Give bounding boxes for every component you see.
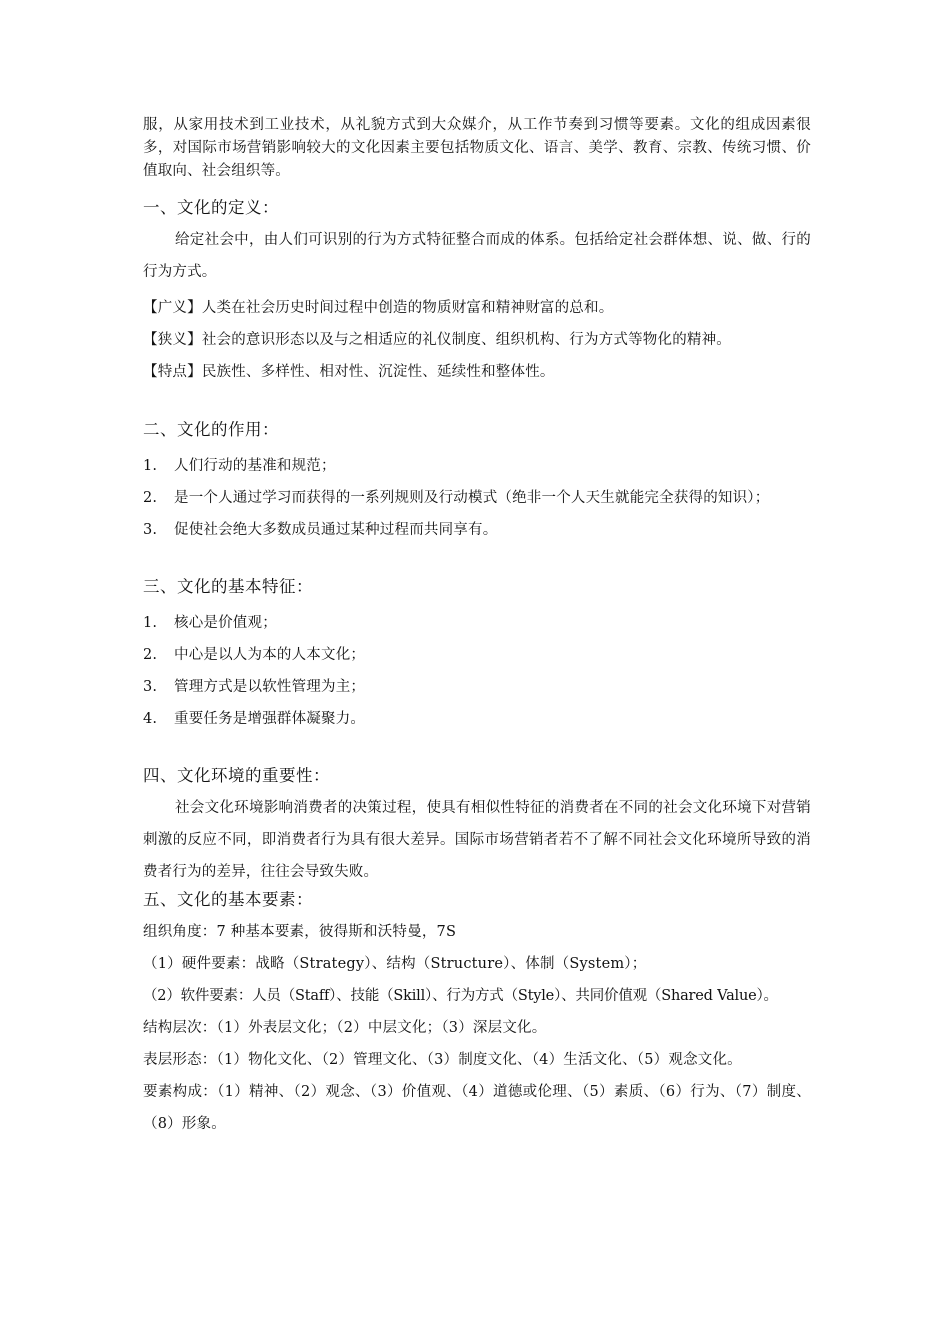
list-item <box>143 639 811 671</box>
section-1-paragraph: 给定社会中，由人们可识别的行为方式特征整合而成的体系。包括给定社会群体想、说、做、行的行为方式。 <box>143 232 811 280</box>
definition-text: 人类在社会历史时间过程中创造的物质财富和精神财富的总和。 <box>201 300 614 316</box>
list-number: 3. <box>143 679 158 695</box>
section-1-heading: 一、文化的定义： <box>143 198 279 217</box>
definition-features <box>143 356 811 388</box>
section-2-heading: 二、文化的作用： <box>143 420 279 439</box>
list-item <box>143 514 811 546</box>
list-text: 人们行动的基准和规范； <box>174 458 336 474</box>
definition-label: 【狭义】 <box>143 332 202 348</box>
list-item <box>143 671 811 703</box>
list-text: 管理方式是以软性管理为主； <box>174 679 366 695</box>
definition-broad <box>143 292 811 324</box>
document-body <box>143 114 811 1140</box>
element-line: 要素构成：（1）精神、（2）观念、（3）价值观、（4）道德或伦理、（5）素质、（6）行为、（7）制度、（8）形象。 <box>143 1084 811 1132</box>
list-item <box>143 607 811 639</box>
element-line: 表层形态：（1）物化文化、（2）管理文化、（3）制度文化、（4）生活文化、（5）观念文化。 <box>143 1052 742 1068</box>
definition-text: 社会的意识形态以及与之相适应的礼仪制度、组织机构、行为方式等物化的精神。 <box>201 332 732 348</box>
section-3-heading: 三、文化的基本特征： <box>143 577 313 596</box>
list-number: 2. <box>143 647 158 663</box>
section-1-items <box>143 292 811 388</box>
list-text: 核心是价值观； <box>174 615 277 631</box>
definition-text: 民族性、多样性、相对性、沉淀性、延续性和整体性。 <box>201 364 555 380</box>
definition-label: 【特点】 <box>143 364 202 380</box>
list-item <box>143 482 811 514</box>
definition-narrow <box>143 324 811 356</box>
list-text: 促使社会绝大多数成员通过某种过程而共同享有。 <box>174 522 498 538</box>
section-4-heading: 四、文化环境的重要性： <box>143 766 330 785</box>
list-number: 2. <box>143 490 158 506</box>
list-number: 4. <box>143 711 158 727</box>
list-number: 1. <box>143 458 158 474</box>
list-number: 1. <box>143 615 158 631</box>
list-number: 3. <box>143 522 158 538</box>
list-item <box>143 703 811 735</box>
list-item <box>143 450 811 482</box>
element-line: 结构层次：（1）外表层文化；（2）中层文化；（3）深层文化。 <box>143 1020 547 1036</box>
intro-paragraph: 服，从家用技术到工业技术，从礼貌方式到大众媒介，从工作节奏到习惯等要素。文化的组成因素很多，对国际市场营销影响较大的文化因素主要包括物质文化、语言、美学、教育、宗教、传统习惯、价值取向、社会组织等。 <box>143 117 811 179</box>
section-5-heading: 五、文化的基本要素： <box>143 890 313 909</box>
list-text: 重要任务是增强群体凝聚力。 <box>174 711 366 727</box>
element-line: （1）硬件要素：战略（Strategy）、结构（Structure）、体制（System）； <box>143 956 647 972</box>
list-text: 中心是以人为本的人本文化； <box>174 647 366 663</box>
list-text: 是一个人通过学习而获得的一系列规则及行动模式（绝非一个人天生就能完全获得的知识）； <box>174 490 770 506</box>
definition-label: 【广义】 <box>143 300 202 316</box>
section-4-paragraph: 社会文化环境影响消费者的决策过程，使具有相似性特征的消费者在不同的社会文化环境下对营销刺激的反应不同，即消费者行为具有很大差异。国际市场营销者若不了解不同社会文化环境所导致的消费者行为的差异，往往会导致失败。 <box>143 800 811 880</box>
element-line: 组织角度：7 种基本要素，彼得斯和沃特曼，7S <box>143 924 457 940</box>
element-line: （2）软件要素：人员（Staff）、技能（Skill）、行为方式（Style）、共同价值观（Shared Value）。 <box>143 988 778 1004</box>
